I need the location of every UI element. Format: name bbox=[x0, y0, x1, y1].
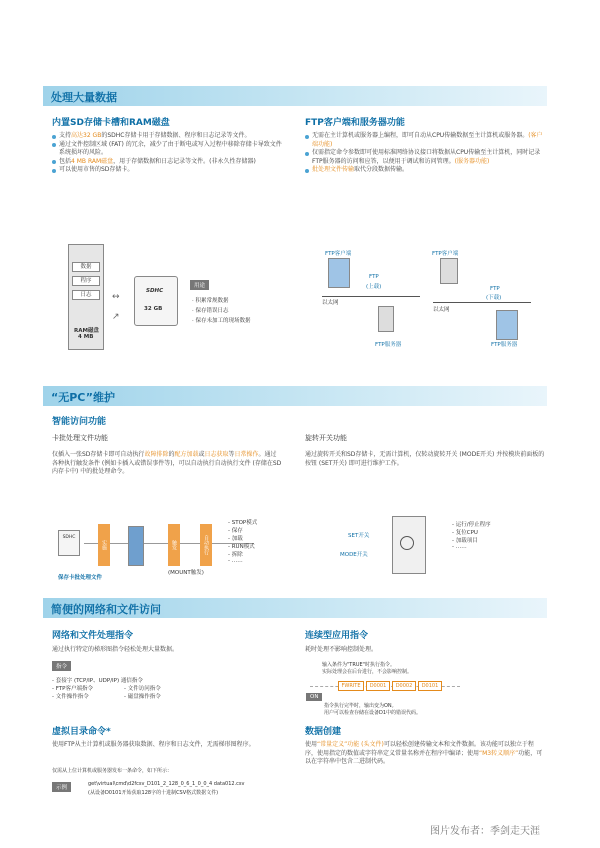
virtual-dir-note: 仅需从上位计算机或服务器发布一条命令，如下所示： bbox=[52, 768, 173, 774]
ethernet-label: 以太网 bbox=[433, 307, 450, 313]
flow-step: - RUN模式 bbox=[228, 544, 255, 550]
command-item: - 磁盘操作指令 bbox=[124, 694, 161, 700]
card-batch-text: 仅插入一张SD存储卡即可自动执行故障排除的配方加载或日志获取等日常操作。通过各种执行触发条件 (例如卡插入或错误事件等)，可以自动执行自动执行文件 (存储在SD内存卡中) 中的批处理命令。 bbox=[52, 451, 282, 475]
net-cmd-title: 网络和文件处理指令 bbox=[52, 631, 134, 641]
ram-size-label: 4 MB bbox=[78, 334, 94, 340]
sd-title: 内置SD存储卡槽和RAM磁盘 bbox=[52, 118, 170, 128]
section-title: “无PC”维护 bbox=[51, 391, 115, 404]
use-item: · 积累常规数据 bbox=[192, 298, 229, 304]
sd-bullets bbox=[52, 132, 284, 175]
virtual-dir-title: 虚拟目录命令* bbox=[52, 727, 111, 737]
sd-bullet: 包括4 MB RAM磁盘，用于存储数据和日志记录等文件。(非永久性存储器) bbox=[52, 158, 284, 167]
sd-bullet: 通过文件控制区域 (FAT) 的冗余，减少了由于断电或写入过程中移除存储卡导致文件系统损坏的风险。 bbox=[52, 141, 284, 158]
ladder-note: 指令执行完毕时，输出变为ON。 bbox=[324, 703, 397, 709]
operand-block: D0101 bbox=[418, 681, 442, 691]
on-tag: ON bbox=[306, 693, 322, 701]
command-item: - 文件操作指令 bbox=[52, 694, 89, 700]
rotary-action: - …… bbox=[452, 544, 467, 550]
data-create-title: 数据创建 bbox=[305, 727, 342, 737]
command-item: - FTP客户端指令 bbox=[52, 686, 93, 692]
upload-label: (上载) bbox=[366, 284, 382, 290]
ethernet-line bbox=[322, 296, 420, 297]
rotary-title: 旋转开关功能 bbox=[305, 434, 347, 442]
flow-step: - 加载 bbox=[228, 536, 243, 542]
plc-icon bbox=[328, 258, 350, 288]
server-icon bbox=[440, 258, 458, 284]
program-block: 程序 bbox=[72, 276, 100, 286]
ladder-note: 用户可以检查存储在设备D1中的错误代码。 bbox=[324, 710, 422, 716]
command-item: - 文件访问指令 bbox=[124, 686, 161, 692]
server-icon bbox=[378, 306, 394, 332]
section-title: 简便的网络和文件访问 bbox=[51, 603, 161, 616]
mount-trigger-label: (MOUNT触发) bbox=[168, 570, 204, 576]
sd-size-label: 32 GB bbox=[144, 306, 163, 312]
rotary-action: - 运行/停止程序 bbox=[452, 522, 491, 528]
ladder-note: 输入条件为"TRUE"时执行指令。 bbox=[322, 662, 395, 668]
ftp-client-label: FTP客户端 bbox=[325, 251, 352, 257]
flow-step: - STOP模式 bbox=[228, 520, 258, 526]
log-block: 日志 bbox=[72, 290, 100, 300]
flow-caption: 保存卡批处理文件 bbox=[58, 575, 103, 581]
arrow-icon: ↗ bbox=[112, 312, 120, 322]
data-block: 数据 bbox=[72, 262, 100, 272]
sd-bullet: 可以使用市售的SD存储卡。 bbox=[52, 166, 284, 175]
implement-box: 实施 bbox=[98, 524, 110, 566]
section-bar-nopc bbox=[43, 386, 547, 406]
ftp-label: FTP bbox=[369, 274, 379, 280]
continuous-text: 耗时处理不影响控制处理。 bbox=[305, 646, 378, 653]
ftp-client-label: FTP客户端 bbox=[432, 251, 459, 257]
flow-step: - 拆除 bbox=[228, 552, 243, 558]
mode-switch-label: MODE开关 bbox=[340, 552, 368, 558]
ftp-server-label: FTP服务器 bbox=[375, 342, 402, 348]
use-item: · 保存错误日志 bbox=[192, 308, 229, 314]
arrow-icon: ↔ bbox=[112, 292, 120, 302]
autoexec-box: 自动执行 bbox=[200, 524, 212, 566]
net-cmd-text: 通过执行特定的梯形图指令轻松处理大量数据。 bbox=[52, 646, 179, 653]
command-tag: 指令 bbox=[52, 661, 71, 671]
sd-card-icon: SDHC bbox=[58, 530, 80, 556]
sdhc-label: SDHC bbox=[146, 288, 164, 294]
sd-bullet: 支持高达32 GB的SDHC存储卡用于存储数据、程序和日志记录等文件。 bbox=[52, 132, 284, 141]
ftp-bullet: 批处理文件传输取代分段数据传输。 bbox=[305, 166, 545, 175]
ladder-note: 实际处理会在后台进行，不会影响控制。 bbox=[322, 669, 413, 675]
plc-icon bbox=[496, 310, 518, 340]
example-command: get\virtual\cmd\d2fcsv_D101_2_128_0_6_1_0_0_4 data012.csv bbox=[88, 781, 245, 787]
ftp-server-label: FTP服务器 bbox=[491, 342, 518, 348]
virtual-dir-text: 使用FTP从主计算机或服务器获取数据、程序和日志文件，无需梯形图程序。 bbox=[52, 741, 255, 748]
rotary-action: - 复位CPU bbox=[452, 530, 478, 536]
rotary-switch-icon bbox=[400, 536, 414, 550]
ftp-label: FTP bbox=[490, 286, 500, 292]
continuous-title: 连续型应用指令 bbox=[305, 631, 369, 641]
fwrite-block: FWRITE bbox=[338, 681, 364, 691]
ethernet-label: 以太网 bbox=[322, 300, 339, 306]
command-item: - 套接字 (TCP/IP、UDP/IP) 通信指令 bbox=[52, 678, 143, 684]
example-tag: 示例 bbox=[52, 782, 71, 792]
example-note: (从设备D0101开始获取128字的十进制CSV格式数据文件) bbox=[88, 790, 219, 796]
section-bar-data bbox=[43, 86, 547, 106]
ftp-bullet: 无需在主计算机或服务器上编程，即可自动从CPU传输数据至主计算机或服务器。(客户端功能) bbox=[305, 132, 545, 149]
smart-title: 智能访问功能 bbox=[52, 417, 107, 427]
use-tag: 用途 bbox=[190, 280, 209, 290]
rotary-action: - 加载项目 bbox=[452, 538, 478, 544]
flow-step: - 保存 bbox=[228, 528, 243, 534]
operand-block: D0002 bbox=[392, 681, 416, 691]
flow-step: - …… bbox=[228, 558, 243, 564]
ram-disk-label: RAM磁盘 bbox=[74, 328, 99, 334]
footer-credit: 图片发布者：季剑走天涯 bbox=[430, 826, 540, 837]
use-item: · 保存未加工的现场数据 bbox=[192, 318, 251, 324]
operand-block: D0001 bbox=[366, 681, 390, 691]
section-bar-network bbox=[43, 598, 547, 618]
card-batch-title: 卡批处理文件功能 bbox=[52, 434, 108, 442]
ethernet-line bbox=[433, 302, 531, 303]
sd-card-diagram bbox=[134, 276, 178, 326]
cpu-icon bbox=[128, 526, 144, 566]
section-title: 处理大量数据 bbox=[51, 91, 117, 104]
trigger-box: 触发 bbox=[168, 524, 180, 566]
ftp-title: FTP客户端和服务器功能 bbox=[305, 118, 405, 128]
download-label: (下载) bbox=[486, 295, 502, 301]
ftp-bullet: 仅需指定命令参数即可使用标准网络协议接口将数据从CPU传输至主计算机，同时记录FTP服务器的访问和应答，以便用于调试和访问管理。(服务器功能) bbox=[305, 149, 545, 166]
rotary-text: 通过旋转开关和SD存储卡，无需计算机，仅转动旋转开关 (MODE开关) 并按模块前面板的按钮 (SET开关) 即可进行维护工作。 bbox=[305, 451, 545, 467]
ftp-bullets bbox=[305, 132, 545, 175]
set-switch-label: SET开关 bbox=[348, 533, 370, 539]
data-create-text: 使用“常量定义”功能 (头文件)可以轻松创建传输文本和文件数据。该功能可以独立于程序，使用指定的数值或字符串定义常量名称并在程序中编译；使用“M3转义顺序”功能，可以在字符串中包含二进制代码。 bbox=[305, 741, 543, 765]
